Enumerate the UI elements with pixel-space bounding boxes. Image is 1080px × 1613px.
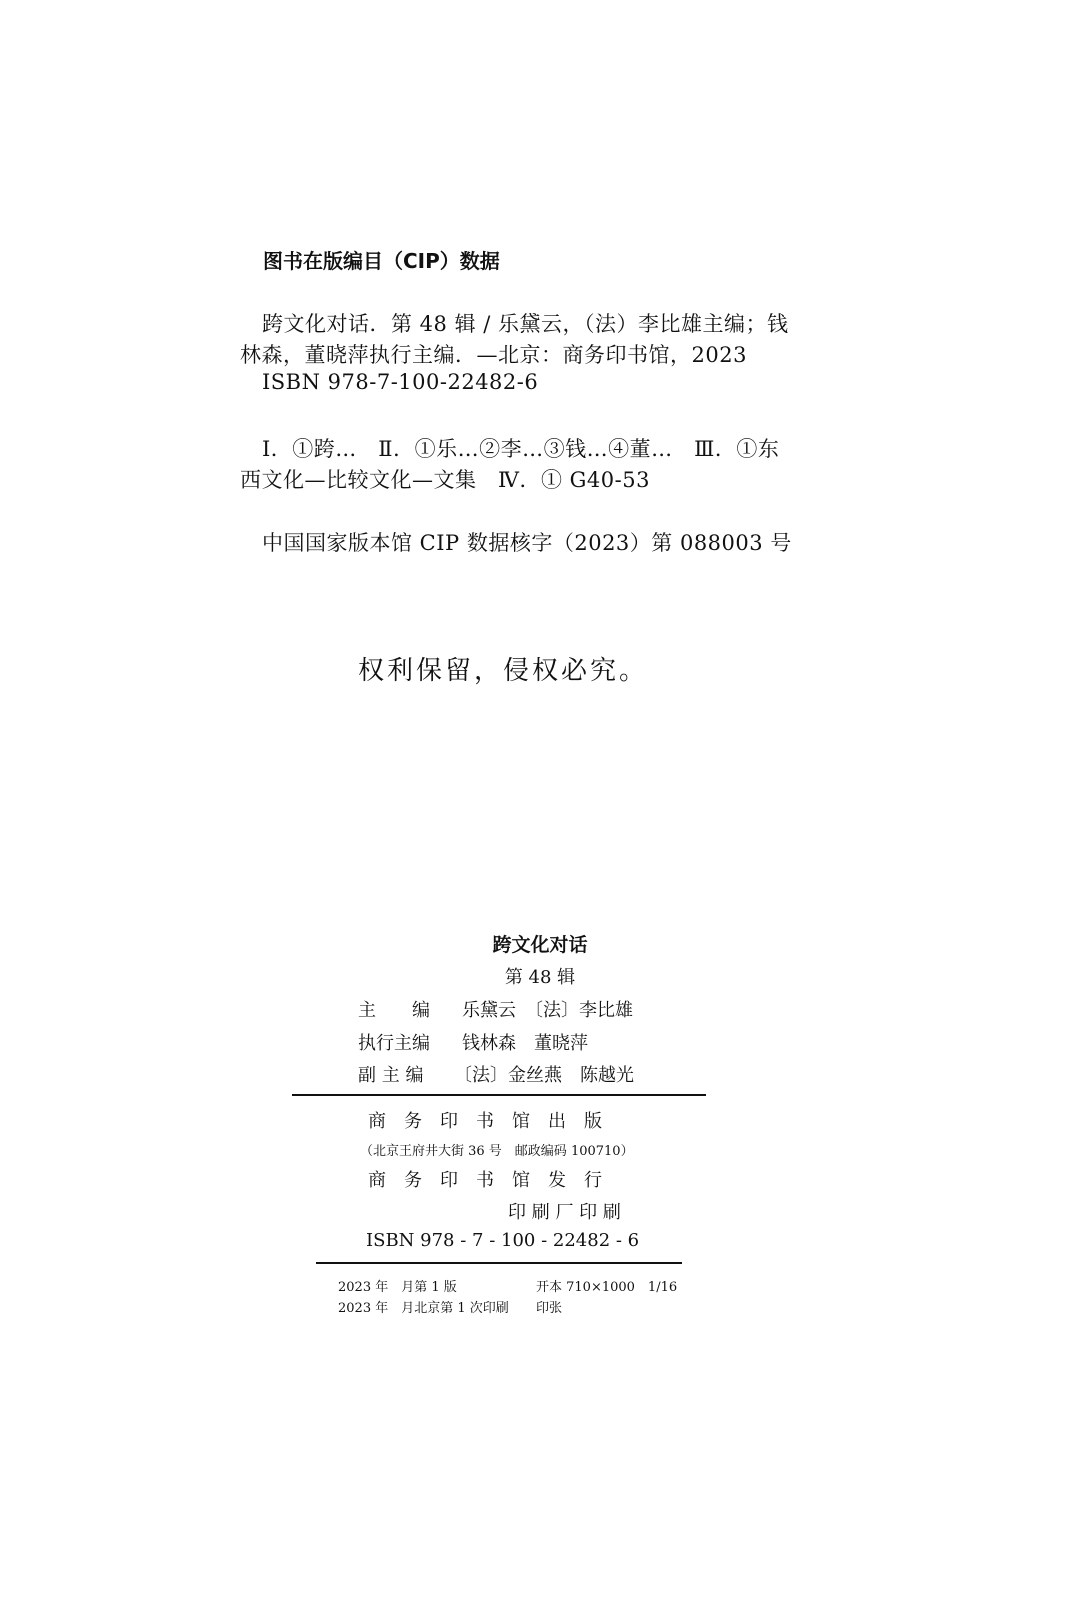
cip-heading: 图书在版编目（CIP）数据 <box>263 249 500 273</box>
chief-editors-role: 主 编 <box>358 1000 430 1021</box>
cip-isbn: ISBN 978-7-100-22482-6 <box>262 370 539 394</box>
publisher-line: 商 务 印 书 馆 出 版 <box>368 1111 602 1132</box>
colophon-volume: 第 48 辑 <box>504 967 576 988</box>
cip-verification-number: 中国国家版本馆 CIP 数据核字（2023）第 088003 号 <box>262 531 792 555</box>
rights-notice: 权利保留，侵权必究。 <box>358 656 649 686</box>
distributor-line: 商 务 印 书 馆 发 行 <box>368 1170 602 1191</box>
printing-info: 2023 年 月北京第 1 次印刷 <box>338 1301 509 1316</box>
cip-entry-line-2: 林森，董晓萍执行主编．—北京：商务印书馆，2023 <box>240 343 747 367</box>
edition-info: 2023 年 月第 1 版 <box>338 1280 457 1295</box>
colophon-title: 跨文化对话 <box>492 934 588 956</box>
chief-editors: 乐黛云 〔法〕李比雄 <box>462 1000 633 1021</box>
deputy-editors: 〔法〕金丝燕 陈越光 <box>454 1065 634 1086</box>
colophon-bottom-rule <box>316 1262 682 1264</box>
deputy-editors-role: 副 主 编 <box>358 1065 424 1086</box>
cip-subject-line-2: 西文化—比较文化—文集 Ⅳ．① G40-53 <box>240 468 650 492</box>
colophon-isbn: ISBN 978 - 7 - 100 - 22482 - 6 <box>366 1230 640 1251</box>
publisher-address: （北京王府井大街 36 号 邮政编码 100710） <box>360 1144 634 1159</box>
printer-line: 印 刷 厂 印 刷 <box>508 1202 621 1223</box>
chief-editors-row <box>358 996 633 1022</box>
executive-editors-role: 执行主编 <box>358 1033 430 1054</box>
cip-subject-line-1: Ⅰ．①跨… Ⅱ．①乐…②李…③钱…④董… Ⅲ．①东 <box>262 437 780 461</box>
format-info: 开本 710×1000 1/16 <box>536 1280 678 1295</box>
executive-editors: 钱林森 董晓萍 <box>462 1033 588 1054</box>
executive-editors-row <box>358 1029 588 1055</box>
colophon-top-rule <box>292 1094 706 1096</box>
cip-entry-line-1: 跨文化对话．第 48 辑 / 乐黛云，（法）李比雄主编；钱 <box>262 312 789 336</box>
deputy-editors-row <box>358 1061 634 1087</box>
sheets-info: 印张 <box>536 1301 563 1316</box>
